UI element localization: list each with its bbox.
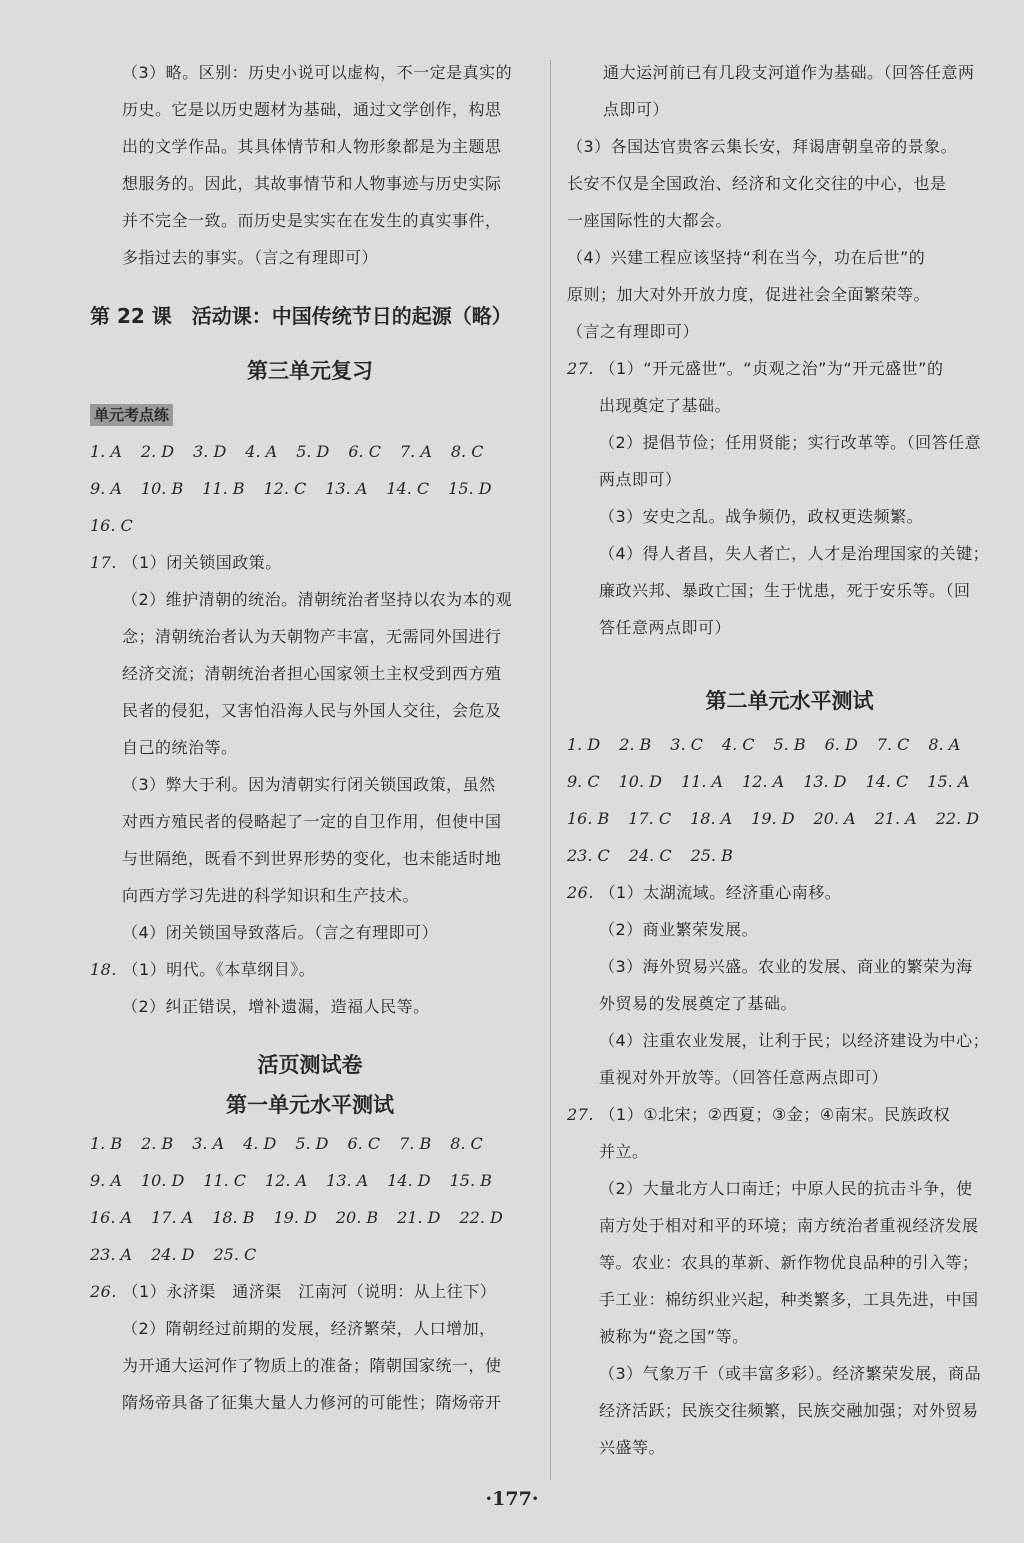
answer-line: 并立。 xyxy=(599,1142,649,1161)
answer-line: 廉政兴邦、暴政亡国；生于忧患，死于安乐等。（回 xyxy=(599,581,971,600)
mc-answer: 2. B xyxy=(141,1134,174,1153)
answer-line: （3）弊大于利。因为清朝实行闭关锁国政策，虽然 xyxy=(122,775,496,794)
unit1-test-title: 第一单元水平测试 xyxy=(226,1093,394,1117)
mc-answer: 17. A xyxy=(151,1208,194,1227)
answer-line: 外贸易的发展奠定了基础。 xyxy=(599,994,798,1013)
mc-answer: 22. D xyxy=(459,1208,503,1227)
answer-line: （2）大量北方人口南迁；中原人民的抗击斗争，使 xyxy=(599,1179,973,1198)
mc-answer: 3. C xyxy=(670,735,703,754)
mc-answer: 15. B xyxy=(449,1171,492,1190)
mc-answer: 14. D xyxy=(387,1171,431,1190)
answer-line: （4）注重农业发展，让利于民；以经济建设为中心； xyxy=(599,1031,990,1050)
mc-answer: 14. C xyxy=(865,772,909,791)
mc-answer: 4. C xyxy=(721,735,755,754)
mc-answer: 2. D xyxy=(140,442,175,461)
mc-answer: 4. A xyxy=(245,442,278,461)
column-divider xyxy=(550,60,551,1480)
intro-paragraph xyxy=(90,54,530,276)
mc-answer: 4. D xyxy=(243,1134,277,1153)
answer-line: （2）纠正错误，增补遗漏，造福人民等。 xyxy=(122,997,430,1016)
mc-answer: 6. C xyxy=(347,1134,381,1153)
unit3-review-title: 第三单元复习 xyxy=(247,359,373,383)
loose-leaf-title: 活页测试卷 xyxy=(257,1053,363,1077)
mc-answer: 23. A xyxy=(90,1245,133,1264)
mc-answer: 12. C xyxy=(263,479,307,498)
answer-row xyxy=(567,726,1012,763)
mc-answer: 13. D xyxy=(803,772,847,791)
mc-answer: 21. A xyxy=(874,809,917,828)
mc-answer: 21. D xyxy=(397,1208,441,1227)
question-26-unit2 xyxy=(567,874,1012,1096)
question-number: 27. xyxy=(567,359,594,378)
answer-line: （3）安史之乱。战争频仍，政权更迭频繁。 xyxy=(599,507,924,526)
answer-row xyxy=(90,1199,530,1236)
mc-answer: 14. C xyxy=(386,479,430,498)
mc-answer: 12. A xyxy=(742,772,785,791)
text-line: （3）略。区别：历史小说可以虚构，不一定是真实的 xyxy=(122,63,513,82)
question-27-unit2 xyxy=(567,1096,1012,1466)
text-line: 点即可） xyxy=(603,100,670,119)
text-line: 一座国际性的大都会。 xyxy=(567,211,733,230)
question-number: 27. xyxy=(567,1105,594,1124)
mc-answer: 11. C xyxy=(203,1171,247,1190)
answer-line: 民者的侵犯，又害怕沿海人民与外国人交往，会危及 xyxy=(122,701,502,720)
mc-answer: 10. D xyxy=(618,772,662,791)
mc-answer: 16. C xyxy=(90,516,133,535)
text-line: （3）各国达官贵客云集长安，拜谒唐朝皇帝的景象。 xyxy=(567,137,958,156)
mc-answer: 24. D xyxy=(151,1245,195,1264)
unit3-answer-grid xyxy=(90,433,530,544)
mc-answer: 19. D xyxy=(751,809,795,828)
answer-line: 等。农业：农具的革新、新作物优良品种的引入等； xyxy=(599,1253,979,1272)
question-27-unit1 xyxy=(567,350,1012,646)
answer-line: （2）隋朝经过前期的发展，经济繁荣，人口增加， xyxy=(122,1319,496,1338)
mc-answer: 8. A xyxy=(928,735,961,754)
answer-text: （1）明代。《本草纲目》。 xyxy=(122,960,316,979)
question-number: 18. xyxy=(90,960,117,979)
answer-line: 向西方学习先进的科学知识和生产技术。 xyxy=(122,886,420,905)
question-number: 17. xyxy=(90,553,117,572)
answer-text: （1）①北宋；②西夏；③金；④南宋。民族政权 xyxy=(599,1105,951,1124)
answer-line: 为开通大运河作了物质上的准备；隋朝国家统一，使 xyxy=(122,1356,502,1375)
mc-answer: 20. A xyxy=(813,809,856,828)
answer-line: 两点即可） xyxy=(599,470,682,489)
mc-answer: 9. C xyxy=(567,772,600,791)
text-line: （言之有理即可） xyxy=(567,322,700,341)
answer-row xyxy=(90,1125,530,1162)
text-line: 原则；加大对外开放力度，促进社会全面繁荣等。 xyxy=(567,285,931,304)
answer-line: 经济交流；清朝统治者担心国家领土主权受到西方殖 xyxy=(122,664,502,683)
answer-text: （1）“开元盛世”。“贞观之治”为“开元盛世”的 xyxy=(599,359,944,378)
answer-line: （2）提倡节俭；任用贤能；实行改革等。（回答任意 xyxy=(599,433,982,452)
mc-answer: 2. B xyxy=(619,735,652,754)
mc-answer: 7. C xyxy=(876,735,910,754)
answer-row xyxy=(90,1236,530,1273)
mc-answer: 15. D xyxy=(448,479,492,498)
left-column xyxy=(90,54,530,1421)
mc-answer: 15. A xyxy=(927,772,970,791)
answer-line: 手工业：棉纺织业兴起，种类繁多，工具先进，中国 xyxy=(599,1290,979,1309)
answer-line: 对西方殖民者的侵略起了一定的自卫作用，但使中国 xyxy=(122,812,502,831)
text-line: 长安不仅是全国政治、经济和文化交往的中心，也是 xyxy=(567,174,947,193)
answer-line: （2）维护清朝的统治。清朝统治者坚持以农为本的观 xyxy=(122,590,513,609)
answer-text: （1）永济渠 通济渠 江南河（说明：从上往下） xyxy=(122,1282,497,1301)
mc-answer: 12. A xyxy=(265,1171,308,1190)
answer-row xyxy=(567,763,1012,800)
answer-line: （3）气象万千（或丰富多彩）。经济繁荣发展，商品 xyxy=(599,1364,982,1383)
answer-line: （4）闭关锁国导致落后。（言之有理即可） xyxy=(122,923,439,942)
right-column xyxy=(567,54,1012,1466)
mc-answer: 20. B xyxy=(335,1208,379,1227)
lesson-title: 第 22 课 活动课：中国传统节日的起源（略） xyxy=(90,304,512,328)
mc-answer: 16. A xyxy=(90,1208,133,1227)
text-line: 多指过去的事实。（言之有理即可） xyxy=(122,248,379,267)
answer-line: （4）得人者昌，失人者亡，人才是治理国家的关键； xyxy=(599,544,990,563)
mc-answer: 19. D xyxy=(273,1208,317,1227)
continued-answer xyxy=(567,54,1012,350)
text-line: （4）兴建工程应该坚持“利在当今，功在后世”的 xyxy=(567,248,926,267)
mc-answer: 5. D xyxy=(296,442,330,461)
mc-answer: 24. C xyxy=(628,846,672,865)
mc-answer: 11. B xyxy=(202,479,245,498)
question-26 xyxy=(90,1273,530,1421)
mc-answer: 1. D xyxy=(567,735,601,754)
mc-answer: 22. D xyxy=(935,809,980,828)
answer-line: （2）商业繁荣发展。 xyxy=(599,920,759,939)
mc-answer: 8. C xyxy=(450,1134,483,1153)
question-18 xyxy=(90,951,530,1025)
mc-answer: 7. A xyxy=(399,442,432,461)
mc-answer: 25. C xyxy=(213,1245,257,1264)
mc-answer: 18. B xyxy=(212,1208,255,1227)
answer-line: 与世隔绝，既看不到世界形势的变化，也未能适时地 xyxy=(122,849,502,868)
unit2-answer-grid xyxy=(567,726,1012,874)
mc-answer: 8. C xyxy=(450,442,484,461)
text-line: 并不完全一致。而历史是实实在在发生的真实事件， xyxy=(122,211,502,230)
answer-row xyxy=(567,800,1012,837)
question-17 xyxy=(90,544,530,951)
answer-line: 兴盛等。 xyxy=(599,1438,666,1457)
answer-line: 出现奠定了基础。 xyxy=(599,396,732,415)
answer-row xyxy=(90,1162,530,1199)
mc-answer: 5. B xyxy=(773,735,806,754)
question-number: 26. xyxy=(567,883,594,902)
answer-line: 自己的统治等。 xyxy=(122,738,238,757)
mc-answer: 25. B xyxy=(690,846,733,865)
answer-line: （3）海外贸易兴盛。农业的发展、商业的繁荣为海 xyxy=(599,957,973,976)
mc-answer: 5. D xyxy=(295,1134,329,1153)
unit-practice-tag: 单元考点练 xyxy=(90,404,173,426)
answer-text: （1）太湖流域。经济重心南移。 xyxy=(599,883,842,902)
answer-line: 经济活跃；民族交往频繁，民族交融加强；对外贸易 xyxy=(599,1401,979,1420)
answer-line: 南方处于相对和平的环境；南方统治者重视经济发展 xyxy=(599,1216,979,1235)
answer-line: 隋炀帝具备了征集大量人力修河的可能性；隋炀帝开 xyxy=(122,1393,502,1412)
answer-row xyxy=(90,507,530,544)
mc-answer: 3. A xyxy=(192,1134,225,1153)
mc-answer: 6. D xyxy=(824,735,858,754)
text-line: 想服务的。因此，其故事情节和人物事迹与历史实际 xyxy=(122,174,502,193)
mc-answer: 13. A xyxy=(325,479,368,498)
mc-answer: 9. A xyxy=(90,479,122,498)
mc-answer: 10. D xyxy=(140,1171,185,1190)
answer-line: 重视对外开放等。（回答任意两点即可） xyxy=(599,1068,889,1087)
mc-answer: 18. A xyxy=(690,809,733,828)
mc-answer: 6. C xyxy=(348,442,381,461)
mc-answer: 9. A xyxy=(90,1171,122,1190)
mc-answer: 11. A xyxy=(680,772,724,791)
answer-text: （1）闭关锁国政策。 xyxy=(122,553,282,572)
answer-row xyxy=(90,433,530,470)
mc-answer: 16. B xyxy=(567,809,610,828)
question-number: 26. xyxy=(90,1282,117,1301)
answer-row xyxy=(567,837,1012,874)
mc-answer: 1. B xyxy=(90,1134,123,1153)
mc-answer: 1. A xyxy=(90,442,122,461)
mc-answer: 13. A xyxy=(326,1171,369,1190)
answer-line: 念；清朝统治者认为天朝物产丰富，无需同外国进行 xyxy=(122,627,502,646)
mc-answer: 3. D xyxy=(193,442,227,461)
mc-answer: 23. C xyxy=(567,846,610,865)
page-number: ·177· xyxy=(485,1488,539,1510)
answer-line: 答任意两点即可） xyxy=(599,618,732,637)
text-line: 历史。它是以历史题材为基础，通过文学创作，构思 xyxy=(122,100,502,119)
mc-answer: 10. B xyxy=(140,479,184,498)
text-line: 通大运河前已有几段支河道作为基础。（回答任意两 xyxy=(603,63,975,82)
unit2-test-title: 第二单元水平测试 xyxy=(705,689,874,713)
answer-row xyxy=(90,470,530,507)
mc-answer: 17. C xyxy=(628,809,672,828)
text-line: 出的文学作品。其具体情节和人物形象都是为主题思 xyxy=(122,137,502,156)
unit1-answer-grid xyxy=(90,1125,530,1273)
answer-line: 被称为“瓷之国”等。 xyxy=(599,1327,749,1346)
mc-answer: 7. B xyxy=(399,1134,432,1153)
